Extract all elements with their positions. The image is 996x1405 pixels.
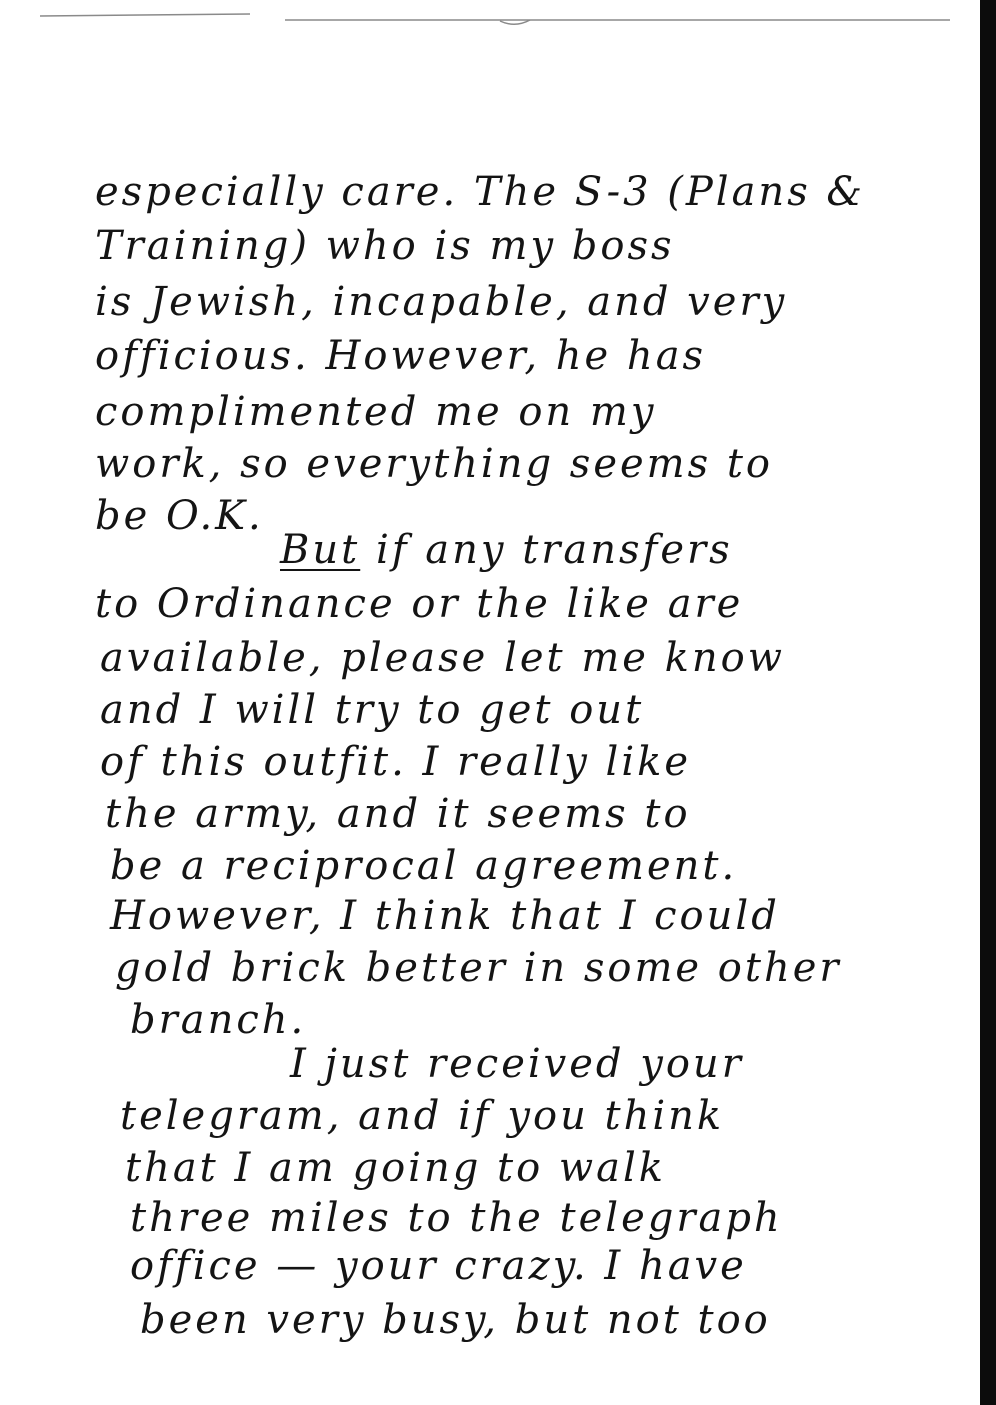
letter-line-20: that I am going to walk — [125, 1145, 667, 1191]
letter-line-22: office — your crazy. I have — [130, 1243, 747, 1289]
letter-line-18: I just received your — [290, 1041, 744, 1087]
letter-line-8-text: if any transfers — [375, 527, 733, 573]
letter-line-1: especially care. The S-3 (Plans & — [95, 169, 866, 215]
letter-line-16: gold brick better in some other — [115, 945, 842, 991]
letter-line-23: been very busy, but not too — [140, 1297, 771, 1343]
letter-line-10: available, please let me know — [100, 635, 785, 681]
letter-line-4: officious. However, he has — [95, 333, 707, 379]
letter-line-6: work, so everything seems to — [95, 441, 774, 487]
letter-line-9: to Ordinance or the like are — [95, 581, 744, 627]
letter-line-19: telegram, and if you think — [120, 1093, 725, 1139]
letter-line-11: and I will try to get out — [100, 687, 645, 733]
letter-line-14: be a reciprocal agreement. — [110, 843, 738, 889]
letter-line-15: However, I think that I could — [110, 893, 780, 939]
letter-line-12: of this outfit. I really like — [100, 739, 692, 785]
letter-line-21: three miles to the telegraph — [130, 1195, 783, 1241]
letter-line-2: Training) who is my boss — [95, 223, 675, 269]
letter-line-5: complimented me on my — [95, 389, 657, 435]
top-rule — [0, 8, 996, 38]
letter-line-13: the army, and it seems to — [105, 791, 691, 837]
letter-line-8 — [280, 527, 733, 573]
scan-edge — [980, 0, 996, 1405]
letter-line-7: be O.K. — [95, 493, 264, 539]
letter-line-3: is Jewish, incapable, and very — [95, 279, 788, 325]
letter-line-17: branch. — [130, 997, 307, 1043]
underlined-word: But — [280, 527, 361, 573]
